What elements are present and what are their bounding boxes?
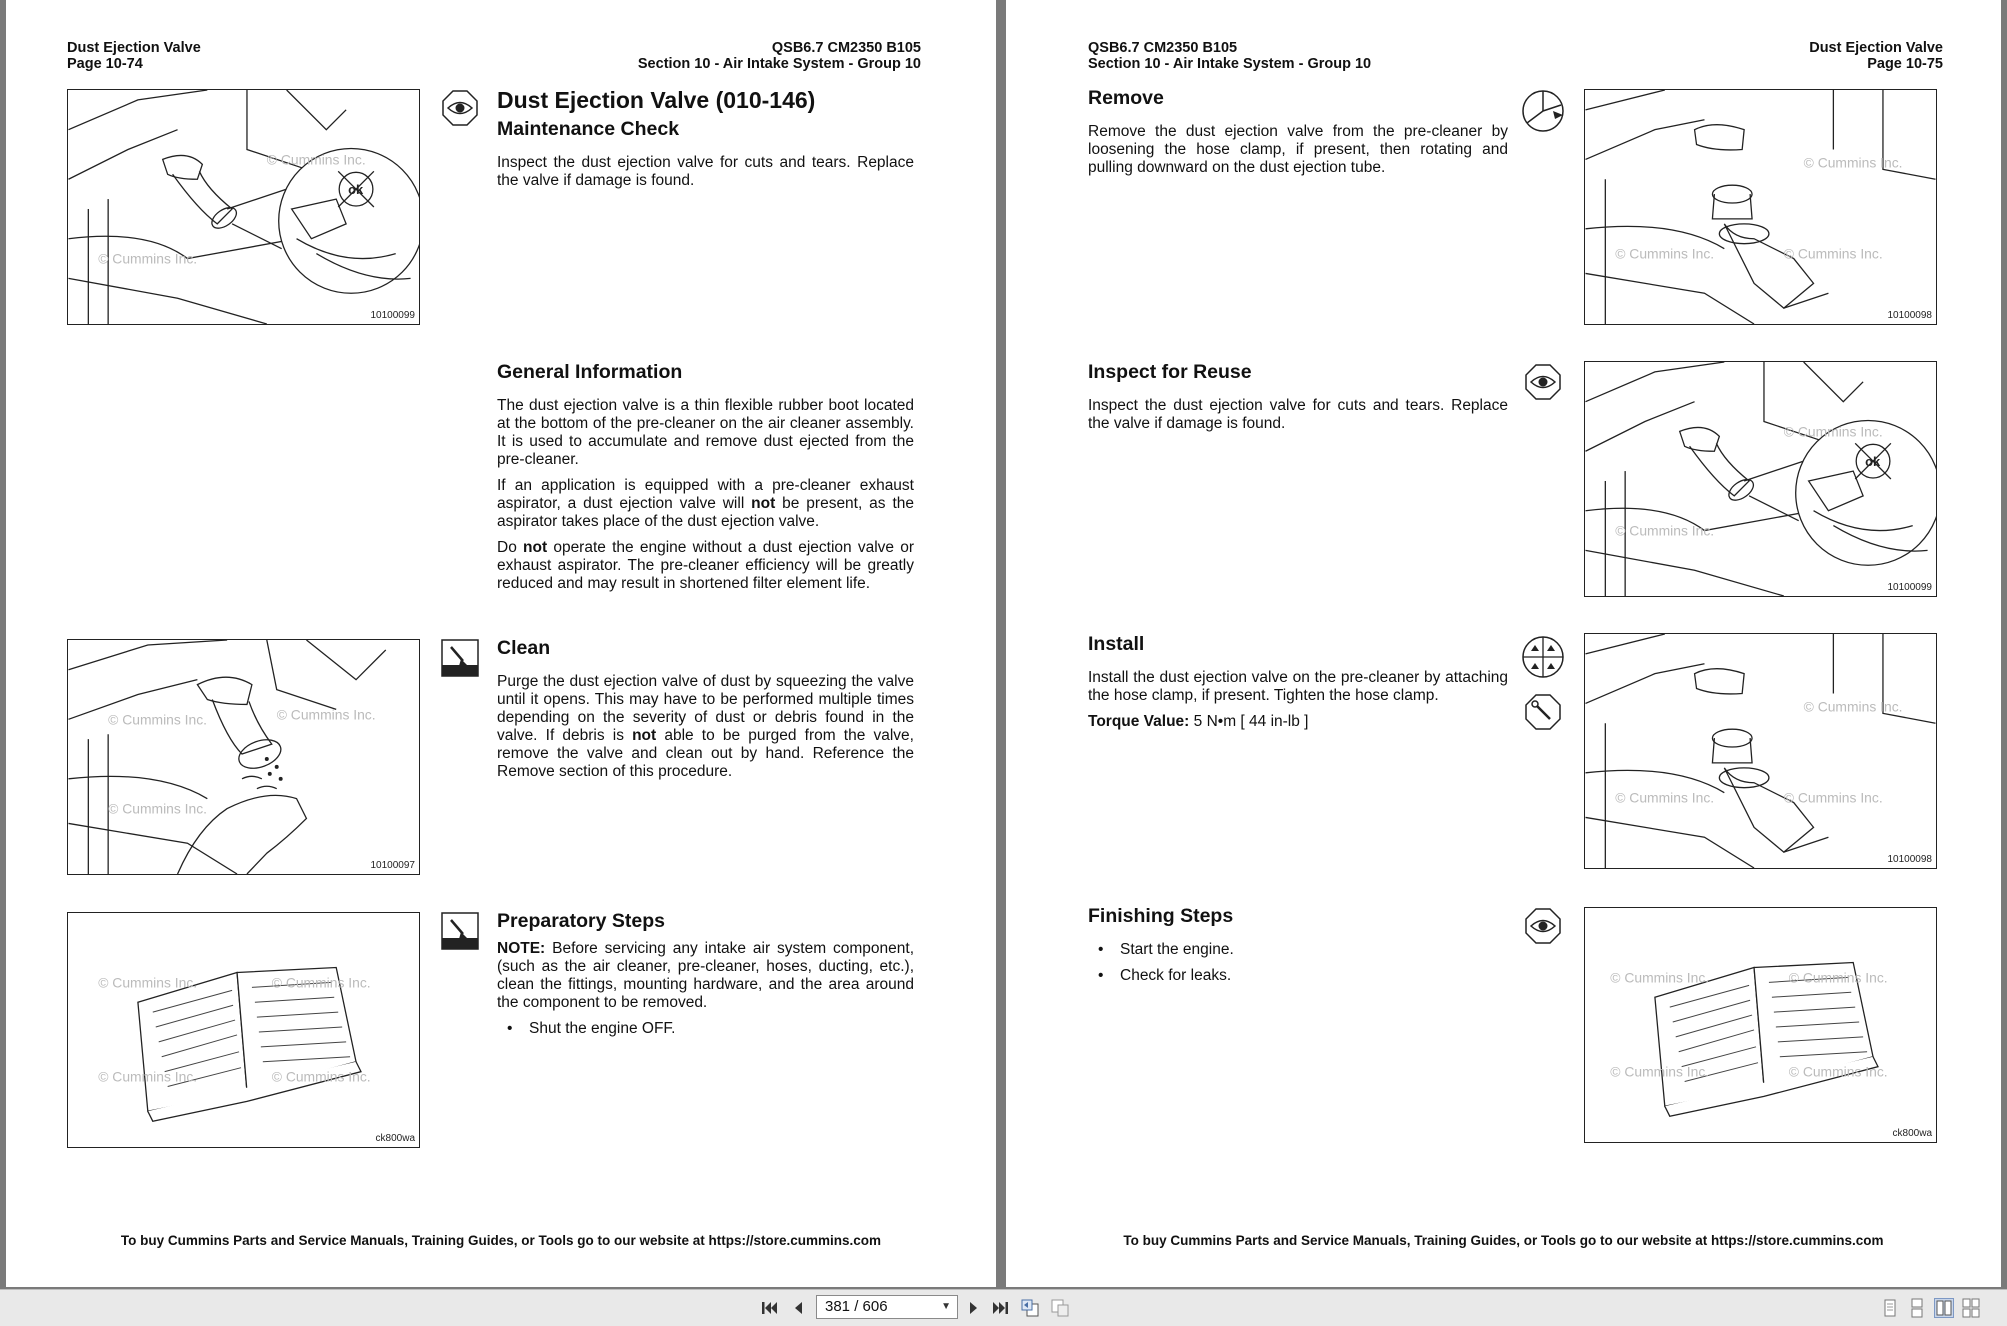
right-footer: To buy Cummins Parts and Service Manuals, Training Guides, or Tools go to our website at https://store.cummins.com	[1123, 1233, 1884, 1248]
facing-view-button[interactable]	[1934, 1298, 1954, 1318]
clean-text: Purge the dust ejection valve of dust by squeezing the valve until it opens. This may have to be performed multiple times depending on the severity of dust or debris found in the valve. If debris is not able to be purged from the valve, remove the valve and clean out by hand. Reference the Remove section of this procedure.	[497, 673, 914, 780]
single-page-view-button[interactable]	[1880, 1298, 1900, 1318]
install-heading: Install	[1088, 633, 1145, 655]
inspect-eye-icon	[1524, 363, 1562, 401]
list-item: • Shut the engine OFF.	[497, 1020, 914, 1038]
first-page-button[interactable]	[760, 1298, 780, 1318]
preparatory-heading: Preparatory Steps	[497, 910, 665, 932]
right-header-left	[1088, 40, 1371, 72]
go-forward-view-button[interactable]	[1050, 1298, 1070, 1318]
general-paragraph-2: If an application is equipped with a pre-cleaner exhaust aspirator, a dust ejection valve will not be present, as the aspirator takes place of the dust ejection valve.	[497, 477, 914, 530]
figure-valve-inspection	[67, 89, 420, 325]
go-back-view-icon	[1020, 1299, 1040, 1317]
procedure-title: Dust Ejection Valve (010-146)	[497, 87, 816, 113]
figure-watermark: © Cummins Inc.	[1610, 969, 1710, 986]
left-footer: To buy Cummins Parts and Service Manuals, Training Guides, or Tools go to our website at https://store.cummins.com	[120, 1233, 882, 1248]
header-engine-model: QSB6.7 CM2350 B105	[1088, 40, 1238, 56]
figure-valve-remove	[1584, 89, 1937, 325]
figure-code: 10100098	[1887, 854, 1932, 865]
inspect-text: Inspect the dust ejection valve for cuts and tears. Replace the valve if damage is found.	[1088, 397, 1508, 432]
continuous-facing-view-button[interactable]	[1961, 1298, 1981, 1318]
svg-text:ok: ok	[1865, 454, 1881, 470]
left-header-right	[638, 40, 921, 72]
figure-watermark: © Cummins Inc.	[276, 706, 376, 723]
figure-watermark: © Cummins Inc.	[1803, 698, 1903, 715]
header-section: Section 10 - Air Intake System - Group 10	[1088, 56, 1372, 72]
clean-section	[497, 637, 914, 789]
figure-watermark: © Cummins Inc.	[1788, 969, 1888, 986]
continuous-view-button[interactable]	[1907, 1298, 1927, 1318]
figure-illustration	[1585, 90, 1936, 324]
list-item: • Check for leaks.	[1088, 967, 1508, 985]
facing-view-icon	[1935, 1299, 1953, 1317]
header-doc-title: Dust Ejection Valve	[1809, 40, 1943, 56]
go-back-view-button[interactable]	[1020, 1298, 1040, 1318]
figure-illustration	[1585, 634, 1936, 868]
remove-section	[1088, 87, 1508, 185]
figure-watermark: © Cummins Inc.	[108, 711, 208, 728]
left-page	[6, 0, 996, 1287]
preparatory-steps-section	[497, 910, 914, 1046]
list-item: • Start the engine.	[1088, 941, 1508, 959]
general-paragraph-3: Do not operate the engine without a dust ejection valve or exhaust aspirator. The pre-cleaner efficiency will be greatly reduced and may result in shortened filter element life.	[497, 539, 914, 592]
header-page-number: Page 10-74	[67, 56, 143, 72]
figure-watermark: © Cummins Inc.	[1615, 789, 1715, 806]
torque-value: Torque Value: 5 N•m [ 44 in-lb ]	[1088, 713, 1309, 730]
preparatory-brush-icon	[441, 912, 479, 950]
figure-code: 10100099	[370, 310, 415, 321]
figure-watermark: © Cummins Inc.	[271, 1068, 371, 1085]
figure-code: ck800wa	[1892, 1128, 1932, 1139]
figure-watermark: © Cummins Inc.	[98, 250, 198, 267]
right-header-right	[1809, 40, 1943, 72]
figure-watermark: © Cummins Inc.	[1783, 245, 1883, 262]
continuous-facing-view-icon	[1961, 1298, 1981, 1318]
header-doc-title: Dust Ejection Valve	[67, 40, 201, 56]
figure-watermark: © Cummins Inc.	[98, 974, 198, 991]
figure-watermark: © Cummins Inc.	[1803, 154, 1903, 171]
figure-watermark: © Cummins Inc.	[1615, 522, 1715, 539]
previous-page-icon	[791, 1300, 805, 1316]
figure-service-manual	[67, 912, 420, 1148]
figure-watermark: © Cummins Inc.	[1610, 1063, 1710, 1080]
header-engine-model: QSB6.7 CM2350 B105	[771, 40, 921, 56]
figure-illustration	[68, 640, 419, 874]
continuous-view-icon	[1907, 1298, 1927, 1318]
figure-watermark: © Cummins Inc.	[271, 974, 371, 991]
figure-watermark: © Cummins Inc.	[98, 1068, 198, 1085]
figure-valve-inspect-reuse	[1584, 361, 1937, 597]
general-paragraph-1: The dust ejection valve is a thin flexible rubber boot located at the bottom of the pre-cleaner on the air cleaner assembly. It is used to accumulate and remove dust ejected from the pre-cleaner.	[497, 397, 914, 468]
install-text: Install the dust ejection valve on the pre-cleaner by attaching the hose clamp, if present. Tighten the hose clamp.	[1088, 669, 1508, 704]
chevron-down-icon[interactable]: ▼	[941, 1301, 951, 1312]
figure-illustration	[68, 90, 419, 324]
single-page-view-icon	[1880, 1298, 1900, 1318]
remove-text: Remove the dust ejection valve from the pre-cleaner by loosening the hose clamp, if present, then rotating and pulling downward on the dust ejection tube.	[1088, 123, 1508, 176]
figure-code: 10100098	[1887, 310, 1932, 321]
general-information-section	[497, 361, 914, 601]
preparatory-list	[497, 1020, 914, 1038]
header-page-number: Page 10-75	[1867, 56, 1943, 72]
clean-heading: Clean	[497, 637, 551, 659]
right-page	[1006, 0, 2001, 1287]
figure-service-manual	[1584, 907, 1937, 1143]
page-number-input[interactable]	[816, 1295, 958, 1319]
next-page-icon	[967, 1300, 981, 1316]
figure-valve-clean	[67, 639, 420, 875]
figure-watermark: © Cummins Inc.	[1783, 789, 1883, 806]
figure-watermark: © Cummins Inc.	[1783, 423, 1883, 440]
torque-wrench-icon	[1524, 693, 1562, 731]
finishing-steps-section	[1088, 905, 1508, 993]
figure-watermark: © Cummins Inc.	[266, 151, 366, 168]
viewer-toolbar	[0, 1289, 2007, 1326]
previous-page-button[interactable]	[788, 1298, 808, 1318]
go-forward-view-icon	[1050, 1299, 1070, 1317]
last-page-icon	[991, 1300, 1009, 1316]
figure-watermark: © Cummins Inc.	[1788, 1063, 1888, 1080]
first-page-icon	[761, 1300, 779, 1316]
figure-code: 10100097	[370, 860, 415, 871]
svg-text:ok: ok	[348, 182, 364, 198]
inspect-heading: Inspect for Reuse	[1088, 361, 1252, 383]
remove-heading: Remove	[1088, 87, 1164, 109]
inspect-eye-icon	[1524, 907, 1562, 945]
clean-brush-icon	[441, 639, 479, 677]
figure-illustration	[1585, 362, 1936, 596]
figure-illustration	[1585, 908, 1936, 1142]
general-heading: General Information	[497, 361, 683, 383]
figure-watermark: © Cummins Inc.	[108, 800, 208, 817]
inspect-for-reuse-section	[1088, 361, 1508, 441]
remove-icon	[1521, 89, 1565, 133]
page-indicator: 381 / 606	[825, 1298, 888, 1315]
install-section	[1088, 633, 1508, 739]
last-page-button[interactable]	[990, 1298, 1010, 1318]
maintenance-check-section	[497, 87, 914, 198]
figure-valve-install	[1584, 633, 1937, 869]
header-section: Section 10 - Air Intake System - Group 10	[637, 56, 921, 72]
inspect-eye-icon	[441, 89, 479, 127]
preparatory-note: NOTE: Before servicing any intake air system component, (such as the air cleaner, pre-cleaner, hoses, ducting, etc.), clean the fittings, mounting hardware, and the area around the component to be removed.	[497, 940, 914, 1011]
figure-illustration	[68, 913, 419, 1147]
maintenance-heading: Maintenance Check	[497, 118, 680, 140]
figure-code: 10100099	[1887, 582, 1932, 593]
maintenance-text: Inspect the dust ejection valve for cuts and tears. Replace the valve if damage is found.	[497, 154, 914, 189]
figure-watermark: © Cummins Inc.	[1615, 245, 1715, 262]
finishing-heading: Finishing Steps	[1088, 905, 1234, 927]
finishing-list	[1088, 941, 1508, 985]
install-icon	[1521, 635, 1565, 679]
figure-code: ck800wa	[375, 1133, 415, 1144]
left-header-left	[67, 40, 201, 72]
next-page-button[interactable]	[964, 1298, 984, 1318]
